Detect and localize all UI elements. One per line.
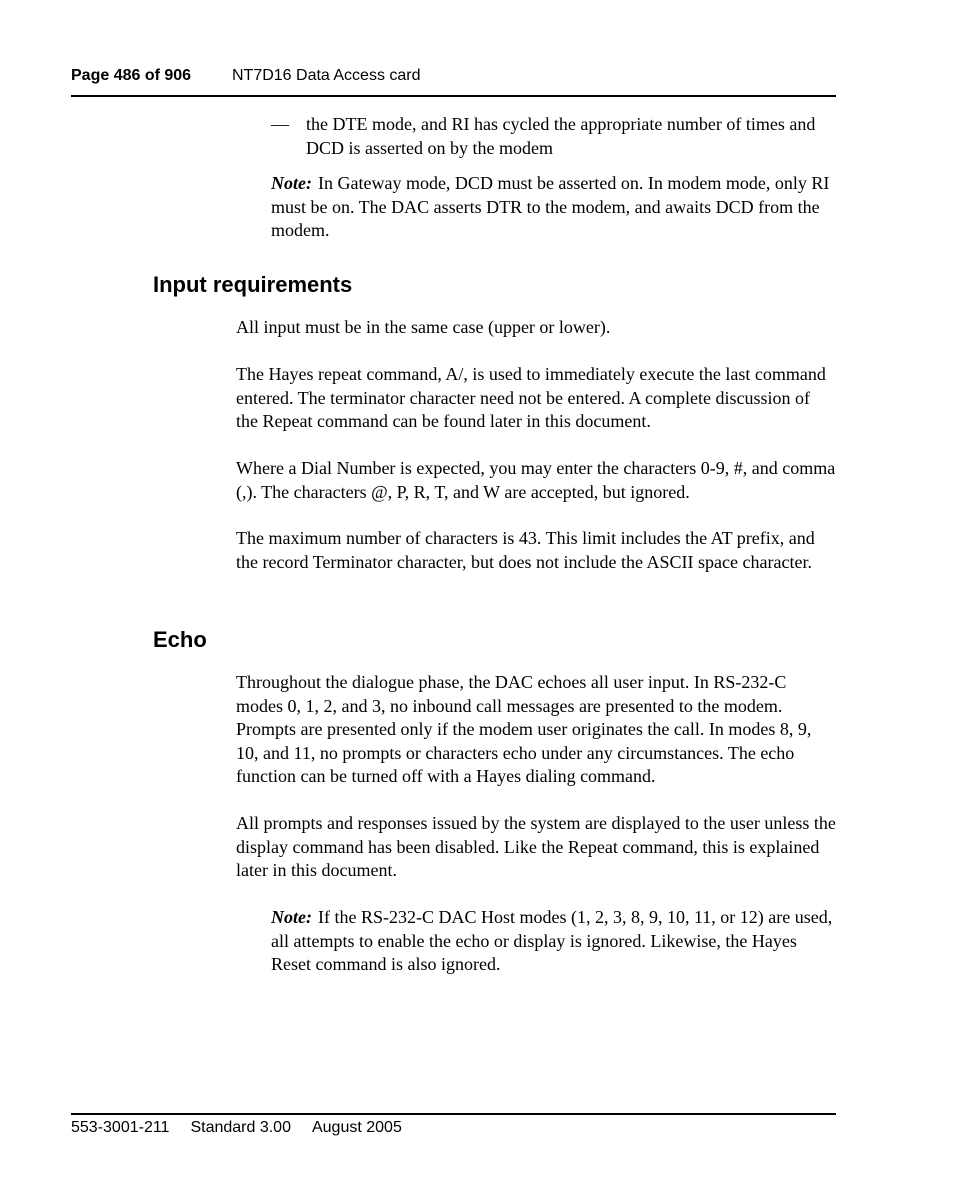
note-host-modes	[271, 906, 836, 977]
header-rule	[71, 95, 836, 97]
paragraph	[236, 812, 836, 883]
paragraph	[236, 316, 836, 340]
paragraph-text: Throughout the dialogue phase, the DAC echoes all user input. In RS-232-C modes 0, 1, 2, and 3, no inbound call messages are presented to the modem. Prompts are presented only if the modem user originates the call. In modes 8, 9, 10, and 11, no prompts or characters echo under any circumstances. The echo function can be turned off with a Hayes dialing command.	[236, 672, 812, 786]
running-header	[71, 66, 421, 86]
document-number: 553-3001-211	[71, 1119, 170, 1136]
heading-input-requirements: Input requirements	[153, 272, 353, 297]
list-item	[271, 113, 836, 160]
dash-bullet: —	[271, 114, 289, 134]
list-item-text: the DTE mode, and RI has cycled the appropriate number of times and DCD is asserted on by the modem	[306, 114, 816, 158]
note-label: Note:	[271, 173, 312, 193]
publication-date: August 2005	[311, 1119, 402, 1136]
note-text: If the RS-232-C DAC Host modes (1, 2, 3, 8, 9, 10, 11, or 12) are used, all attempts to enable the echo or display is ignored. Likewise, the Hayes Reset command is also ignored.	[271, 907, 833, 974]
paragraph-text: Where a Dial Number is expected, you may enter the characters 0-9, #, and comma (,). The characters @, P, R, T, and W are accepted, but ignored.	[236, 458, 836, 502]
paragraph	[236, 527, 836, 574]
paragraph-text: The maximum number of characters is 43. This limit includes the AT prefix, and the record Terminator character, but does not include the ASCII space character.	[236, 528, 815, 572]
paragraph	[236, 457, 836, 504]
paragraph	[236, 363, 836, 434]
note-text: In Gateway mode, DCD must be asserted on. In modem mode, only RI must be on. The DAC asserts DTR to the modem, and awaits DCD from the modem.	[271, 173, 830, 240]
paragraph-text: All prompts and responses issued by the system are displayed to the user unless the display command has been disabled. Like the Repeat command, this is explained later in this document.	[236, 813, 836, 880]
page-number: Page 486 of 906	[71, 67, 192, 84]
running-footer	[71, 1118, 423, 1138]
note-label: Note:	[271, 907, 312, 927]
note-gateway	[271, 172, 836, 243]
paragraph	[236, 671, 836, 789]
footer-rule	[71, 1113, 836, 1115]
heading-echo: Echo	[153, 627, 207, 652]
paragraph-text: The Hayes repeat command, A/, is used to immediately execute the last command entered. The terminator character need not be entered. A complete discussion of the Repeat command can be found later in this document.	[236, 364, 826, 431]
document-title: NT7D16 Data Access card	[232, 67, 421, 84]
paragraph-text: All input must be in the same case (upper or lower).	[236, 317, 611, 337]
standard-version: Standard 3.00	[190, 1119, 291, 1136]
